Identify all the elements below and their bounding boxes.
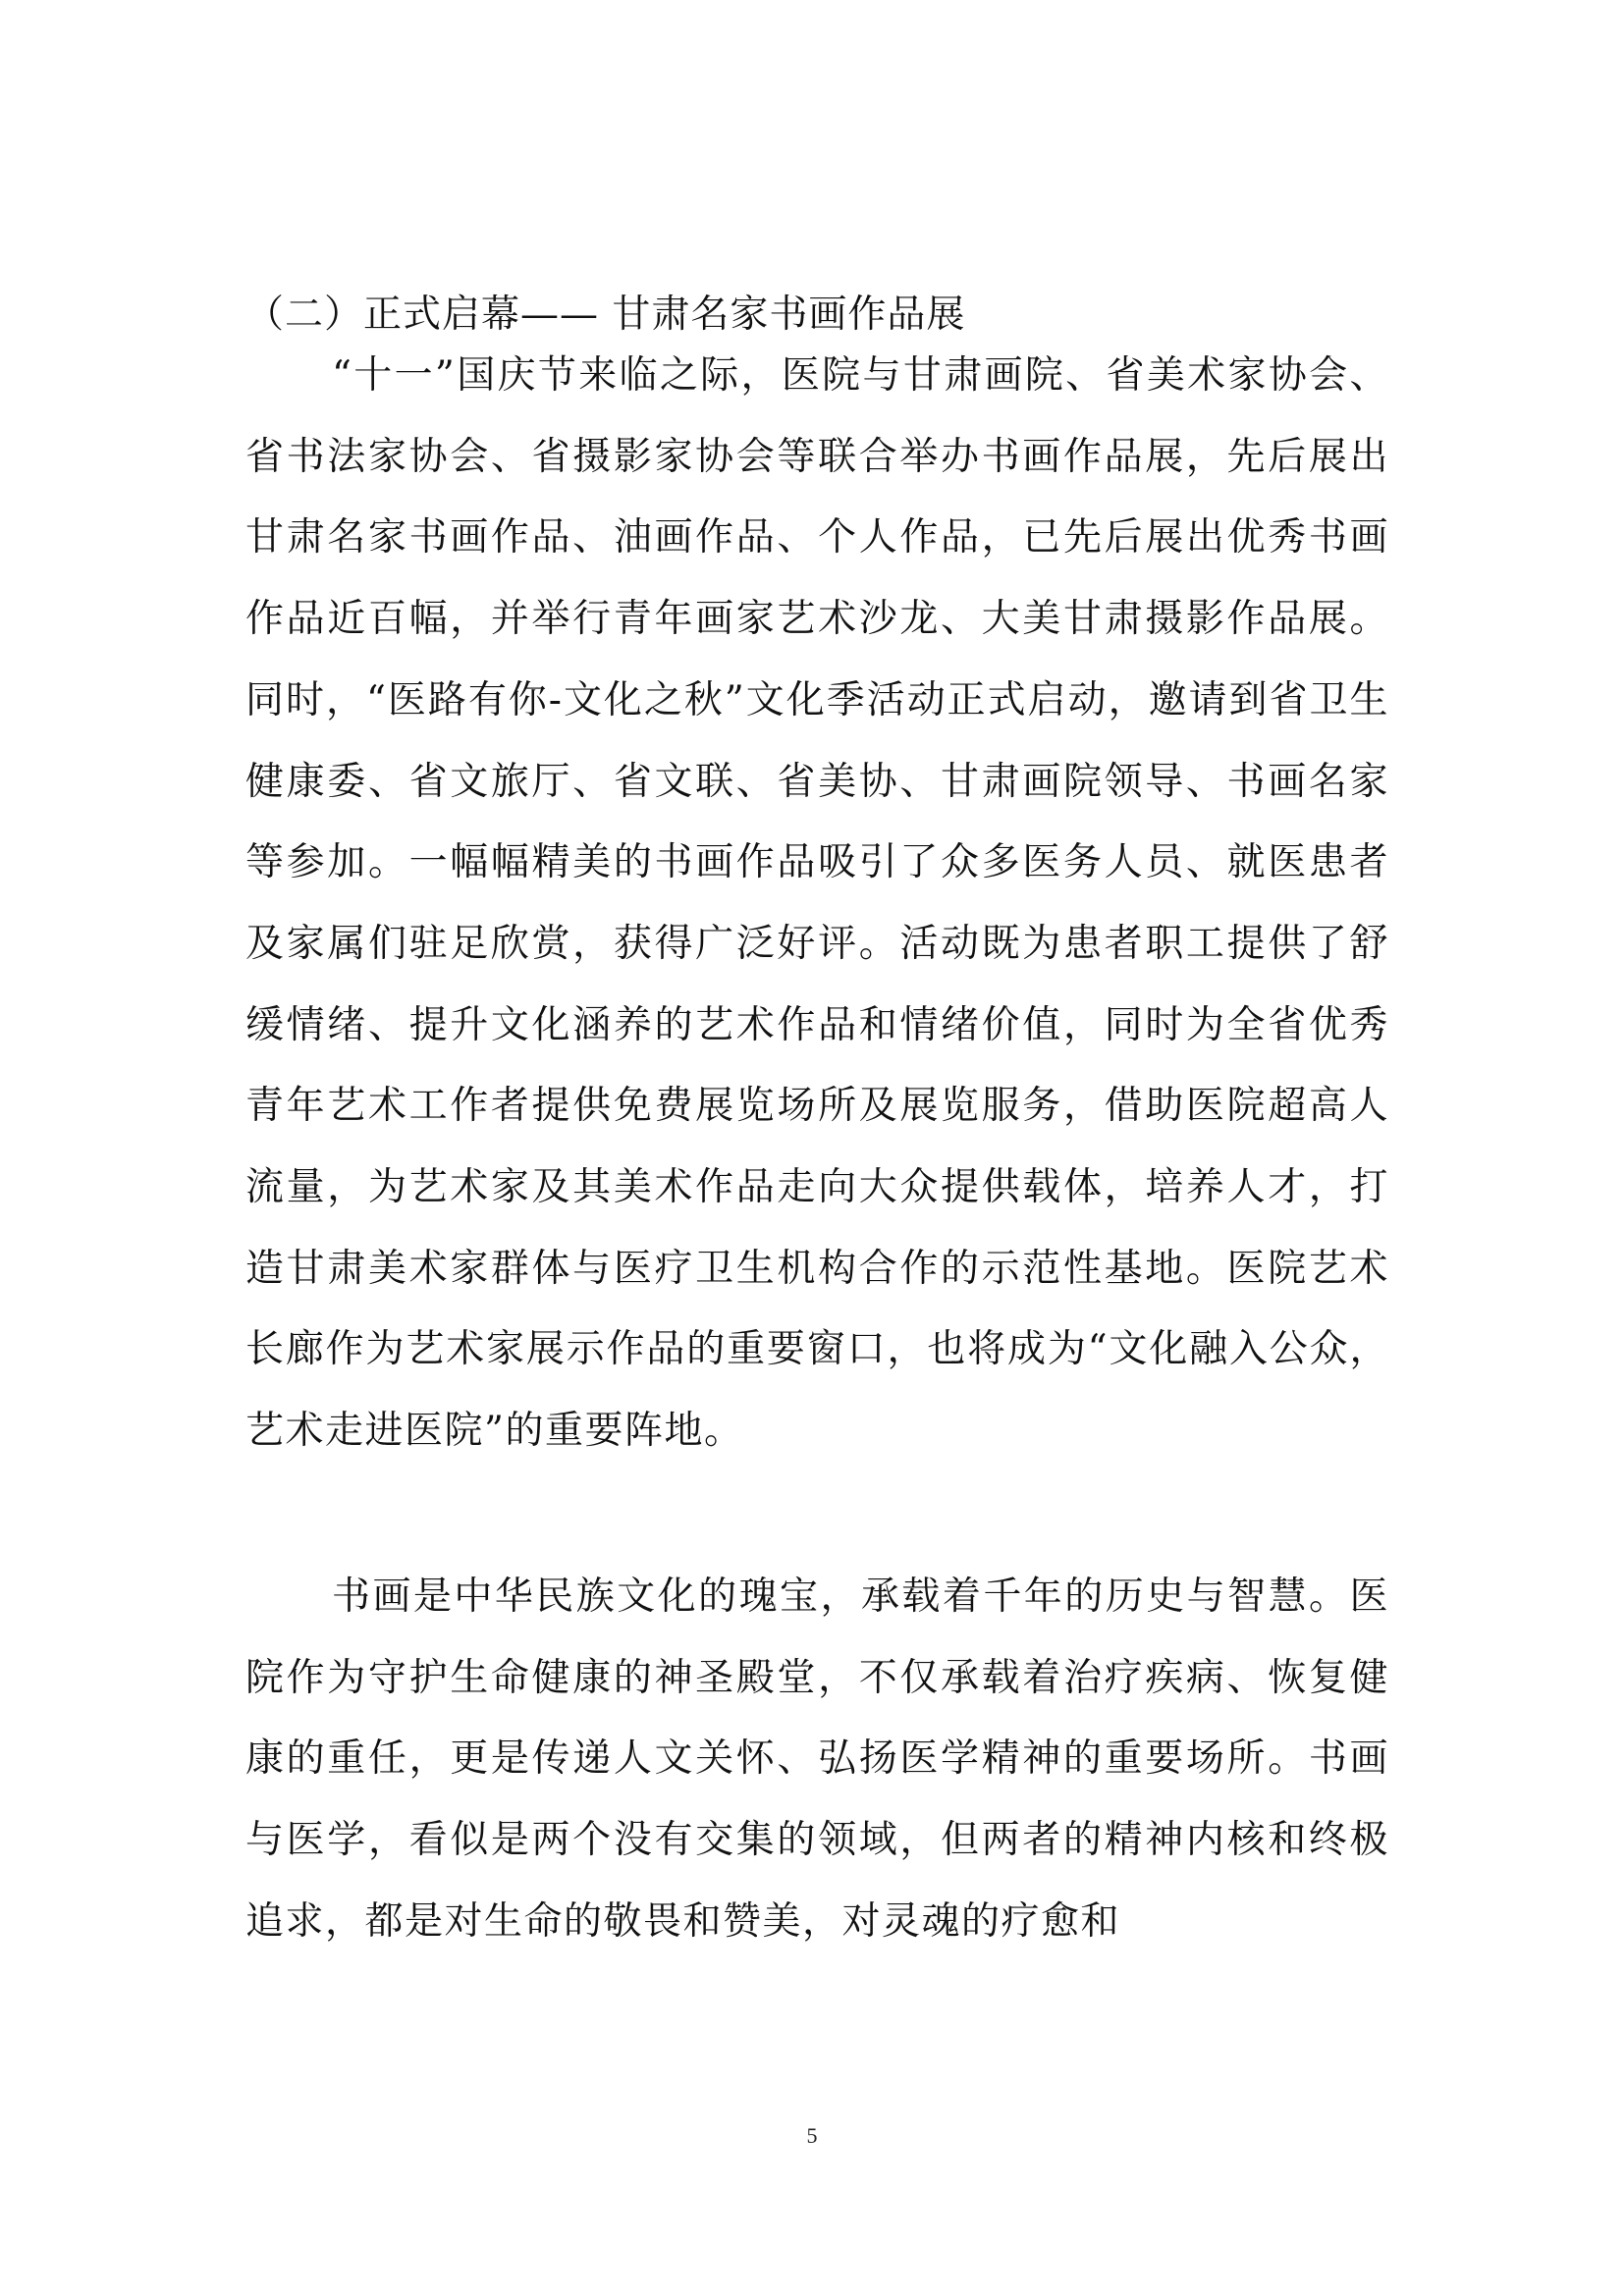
body-paragraph-calligraphy: 书画是中华民族文化的瑰宝，承载着千年的历史与智慧。医院作为守护生命健康的神圣殿堂，不仅承载着治疗疾病、恢复健康的重任，更是传递人文关怀、弘扬医学精神的重要场所。书画与医学，看似是两个没有交集的领域，但两者的精神内核和终极追求，都是对生命的敬畏和赞美，对灵魂的疗愈和 [245, 1575, 1389, 1944]
body-paragraph-exhibition: “十一”国庆节来临之际，医院与甘肃画院、省美术家协会、省书法家协会、省摄影家协会等联合举办书画作品展，先后展出甘肃名家书画作品、油画作品、个人作品，已先后展出优秀书画作品近百幅，并举行青年画家艺术沙龙、大美甘肃摄影作品展。同时，“医路有你-文化之秋”文化季活动正式启动，邀请到省卫生健康委、省文旅厅、省文联、省美协、甘肃画院领导、书画名家等参加。一幅幅精美的书画作品吸引了众多医务人员、就医患者及家属们驻足欣赏，获得广泛好评。活动既为患者职工提供了舒缓情绪、提升文化涵养的艺术作品和情绪价值，同时为全省优秀青年艺术工作者提供免费展览场所及展览服务，借助医院超高人流量，为艺术家及其美术作品走向大众提供载体，培养人才，打造甘肃美术家群体与医疗卫生机构合作的示范性基地。医院艺术长廊作为艺术家展示作品的重要窗口，也将成为“文化融入公众，艺术走进医院”的重要阵地。 [245, 353, 1389, 1454]
section-heading: （二）正式启幕—— 甘肃名家书画作品展 [245, 293, 966, 337]
page-number: 5 [806, 2123, 818, 2148]
